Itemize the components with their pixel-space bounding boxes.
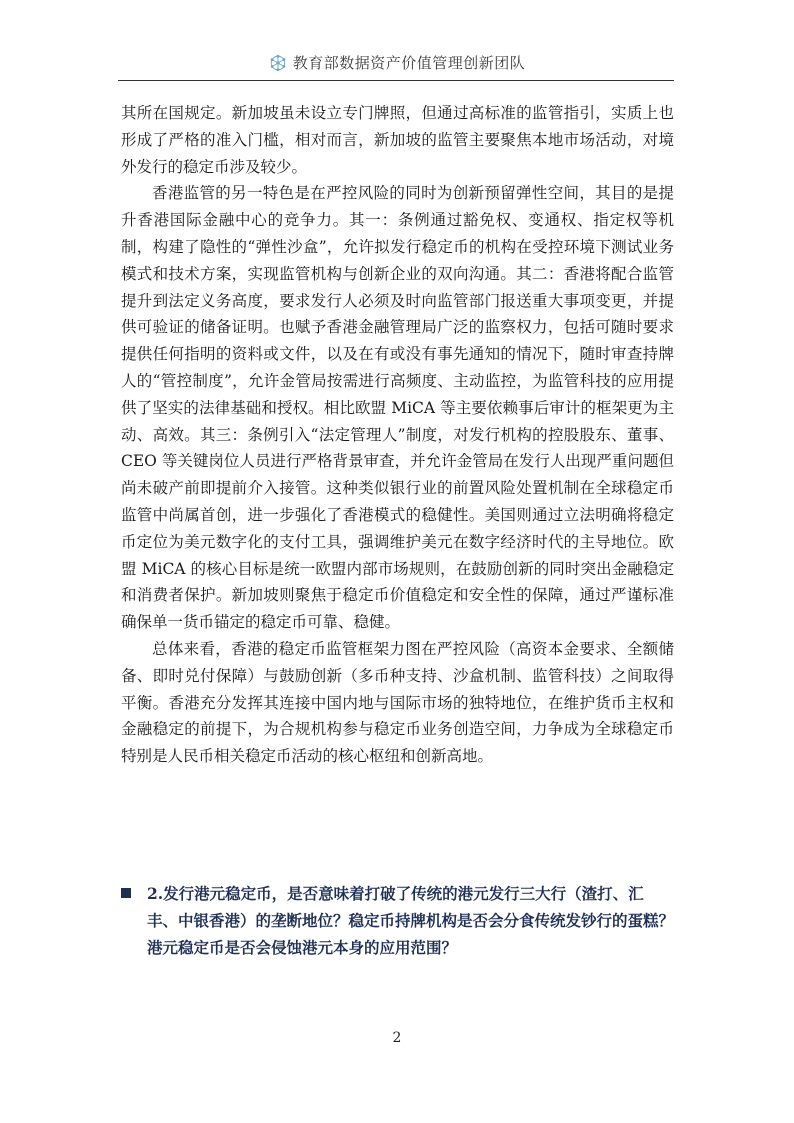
paragraph: 香港监管的另一特色是在严控风险的同时为创新预留弹性空间，其目的是提升香港国际金融中心的竞争力。其一：条例通过豁免权、变通权、指定权等机制，构建了隐性的“弹性沙盒”，允许拟发行稳定币的机构在受控环境下测试业务模式和技术方案，实现监管机构与创新企业的双向沟通。其二：香港将配合监管提升到法定义务高度，要求发行人必须及时向监管部门报送重大事项变更，并提供可验证的储备证明。也赋予香港金融管理局广泛的监察权力，包括可随时要求提供任何指明的资料或文件，以及在有或没有事先通知的情况下，随时审查持牌人的“管控制度”，允许金管局按需进行高频度、主动监控，为监管科技的应用提供了坚实的法律基础和授权。相比欧盟 MiCA 等主要依赖事后审计的框架更为主动、高效。其三：条例引入“法定管理人”制度，对发行机构的控股股东、董事、CEO 等关键岗位人员进行严格背景审查，并允许金管局在发行人出现严重问题但尚未破产前即提前介入接管。这种类似银行业的前置风险处置机制在全球稳定币监管中尚属首创，进一步强化了香港模式的稳健性。美国则通过立法明确将稳定币定位为美元数字化的支付工具，强调维护美元在数字经济时代的主导地位。欧盟 MiCA 的核心目标是统一欧盟内部市场规则，在鼓励创新的同时突出金融稳定和消费者保护。新加坡则聚焦于稳定币价值稳定和安全性的保障，通过严谨标准确保单一货币锚定的稳定币可靠、稳健。 (121, 184, 674, 632)
paragraph: 其所在国规定。新加坡虽未设立专门牌照，但通过高标准的监管指引，实质上也形成了严格的准入门槛，相对而言，新加坡的监管主要聚焦本地市场活动，对境外发行的稳定币涉及较少。 (121, 104, 674, 176)
molecule-logo-icon (269, 54, 287, 72)
page-number: 2 (392, 1030, 402, 1046)
body-text (121, 100, 674, 770)
section-question (121, 880, 674, 961)
paragraph: 总体来看，香港的稳定币监管框架力图在严控风险（高资本金要求、全额储备、即时兑付保障）与鼓励创新（多币种支持、沙盒机制、监管科技）之间取得平衡。香港充分发挥其连接中国内地与国际市场的独特地位，在维护货币主权和金融稳定的前提下，为合规机构参与稳定币业务创造空间，力争成为全球稳定币特别是人民币相关稳定币活动的核心枢纽和创新高地。 (121, 639, 674, 766)
page-header (0, 52, 794, 73)
header-divider (118, 80, 674, 81)
square-bullet-icon (121, 888, 131, 898)
question-text: 2.发行港元稳定币，是否意味着打破了传统的港元发行三大行（渣打、汇丰、中银香港）的垄断地位？稳定币持牌机构是否会分食传统发钞行的蛋糕？港元稳定币是否会侵蚀港元本身的应用范围？ (147, 884, 675, 957)
header-title: 教育部数据资产价值管理创新团队 (292, 54, 526, 72)
